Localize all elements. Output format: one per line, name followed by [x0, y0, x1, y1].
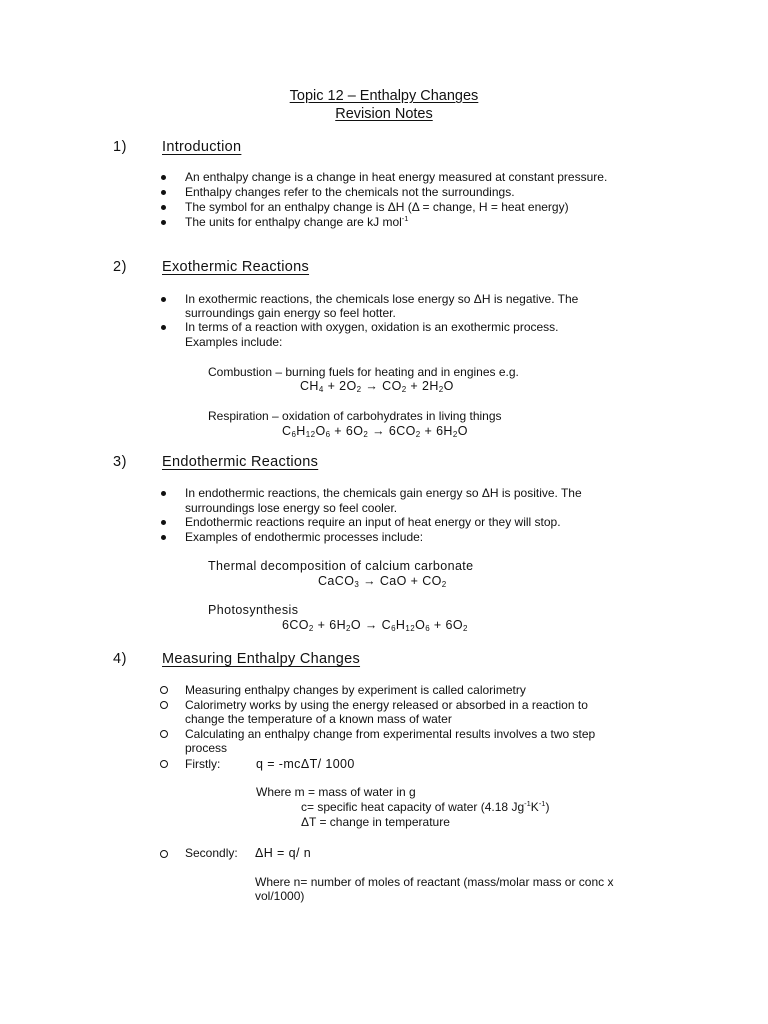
document-title: Topic 12 – Enthalpy Changes: [289, 88, 479, 104]
bullet-icon: [161, 535, 166, 540]
bullet-text-continued: surroundings lose energy so feel cooler.: [185, 501, 398, 515]
where-moles-continued: vol/1000): [255, 889, 305, 903]
step-label-firstly: Firstly:: [185, 757, 221, 771]
bullet-text: In exothermic reactions, the chemicals lose energy so ΔH is negative. The: [185, 292, 579, 306]
where-moles: Where n= number of moles of reactant (mass/molar mass or conc x: [255, 875, 614, 889]
bullet-text: The units for enthalpy change are kJ mol$^{-1}$: [185, 214, 409, 229]
example-combustion: Combustion – burning fuels for heating and in engines e.g.: [208, 365, 519, 379]
circle-bullet-icon: [160, 701, 168, 709]
bullet-text: Endothermic reactions require an input of heat energy or they will stop.: [185, 515, 561, 529]
where-specific-heat: c= specific heat capacity of water (4.18 $Jg^{-1}K^{-1}$): [301, 799, 550, 814]
bullet-text: An enthalpy change is a change in heat energy measured at constant pressure.: [185, 170, 608, 184]
bullet-icon: [161, 325, 166, 330]
bullet-text: Examples of endothermic processes include:: [185, 530, 424, 544]
bullet-text-continued: change the temperature of a known mass of water: [185, 712, 452, 726]
equation-q: q = -mcΔT/ 1000: [256, 757, 355, 771]
bullet-text: Measuring enthalpy changes by experiment is called calorimetry: [185, 683, 526, 697]
section-number: 2): [113, 259, 127, 275]
bullet-text: Calorimetry works by using the energy released or absorbed in a reaction to: [185, 698, 588, 712]
where-mass: Where m = mass of water in g: [256, 785, 416, 799]
bullet-text: The symbol for an enthalpy change is ΔH (Δ = change, H = heat energy): [185, 200, 569, 214]
example-thermal-decomposition: Thermal decomposition of calcium carbonate: [208, 559, 474, 573]
bullet-icon: [161, 520, 166, 525]
equation-respiration: $C_6H_{12}O_6 + 6O_2 \to 6CO_2 + 6H_2O$: [282, 424, 468, 439]
bullet-text-continued: surroundings gain energy so feel hotter.: [185, 306, 396, 320]
section-heading-exothermic: Exothermic Reactions: [162, 259, 310, 275]
section-number: 3): [113, 454, 127, 470]
equation-delta-h: ΔH = q/ n: [255, 846, 312, 860]
equation-photosynthesis: $6CO_2 + 6H_2O \to C_6H_{12}O_6 + 6O_2$: [282, 618, 468, 633]
where-temperature: ΔT = change in temperature: [301, 815, 450, 829]
bullet-text: In terms of a reaction with oxygen, oxidation is an exothermic process.: [185, 320, 559, 334]
circle-bullet-icon: [160, 686, 168, 694]
document-subtitle: Revision Notes: [335, 106, 433, 122]
section-number: 4): [113, 651, 127, 667]
section-heading-endothermic: Endothermic Reactions: [162, 454, 319, 470]
equation-combustion: $CH_4 + 2O_2 \to CO_2 + 2H_2O$: [300, 379, 454, 394]
circle-bullet-icon: [160, 730, 168, 738]
bullet-text: In endothermic reactions, the chemicals gain energy so ΔH is positive. The: [185, 486, 582, 500]
bullet-text: Calculating an enthalpy change from experimental results involves a two step: [185, 727, 596, 741]
bullet-text-continued: Examples include:: [185, 335, 283, 349]
circle-bullet-icon: [160, 760, 168, 768]
section-number: 1): [113, 139, 127, 155]
bullet-icon: [161, 220, 166, 225]
equation-thermal-decomposition: CaCO$_3$ → CaO + $CO_2$: [318, 574, 447, 589]
section-heading-measuring: Measuring Enthalpy Changes: [162, 651, 361, 667]
bullet-icon: [161, 297, 166, 302]
section-heading-introduction: Introduction: [162, 139, 242, 155]
bullet-icon: [161, 175, 166, 180]
bullet-icon: [161, 491, 166, 496]
circle-bullet-icon: [160, 850, 168, 858]
bullet-text: Enthalpy changes refer to the chemicals not the surroundings.: [185, 185, 515, 199]
example-photosynthesis: Photosynthesis: [208, 603, 299, 617]
bullet-text-continued: process: [185, 741, 228, 755]
step-label-secondly: Secondly:: [185, 846, 238, 860]
bullet-icon: [161, 190, 166, 195]
example-respiration: Respiration – oxidation of carbohydrates in living things: [208, 409, 502, 423]
bullet-icon: [161, 205, 166, 210]
